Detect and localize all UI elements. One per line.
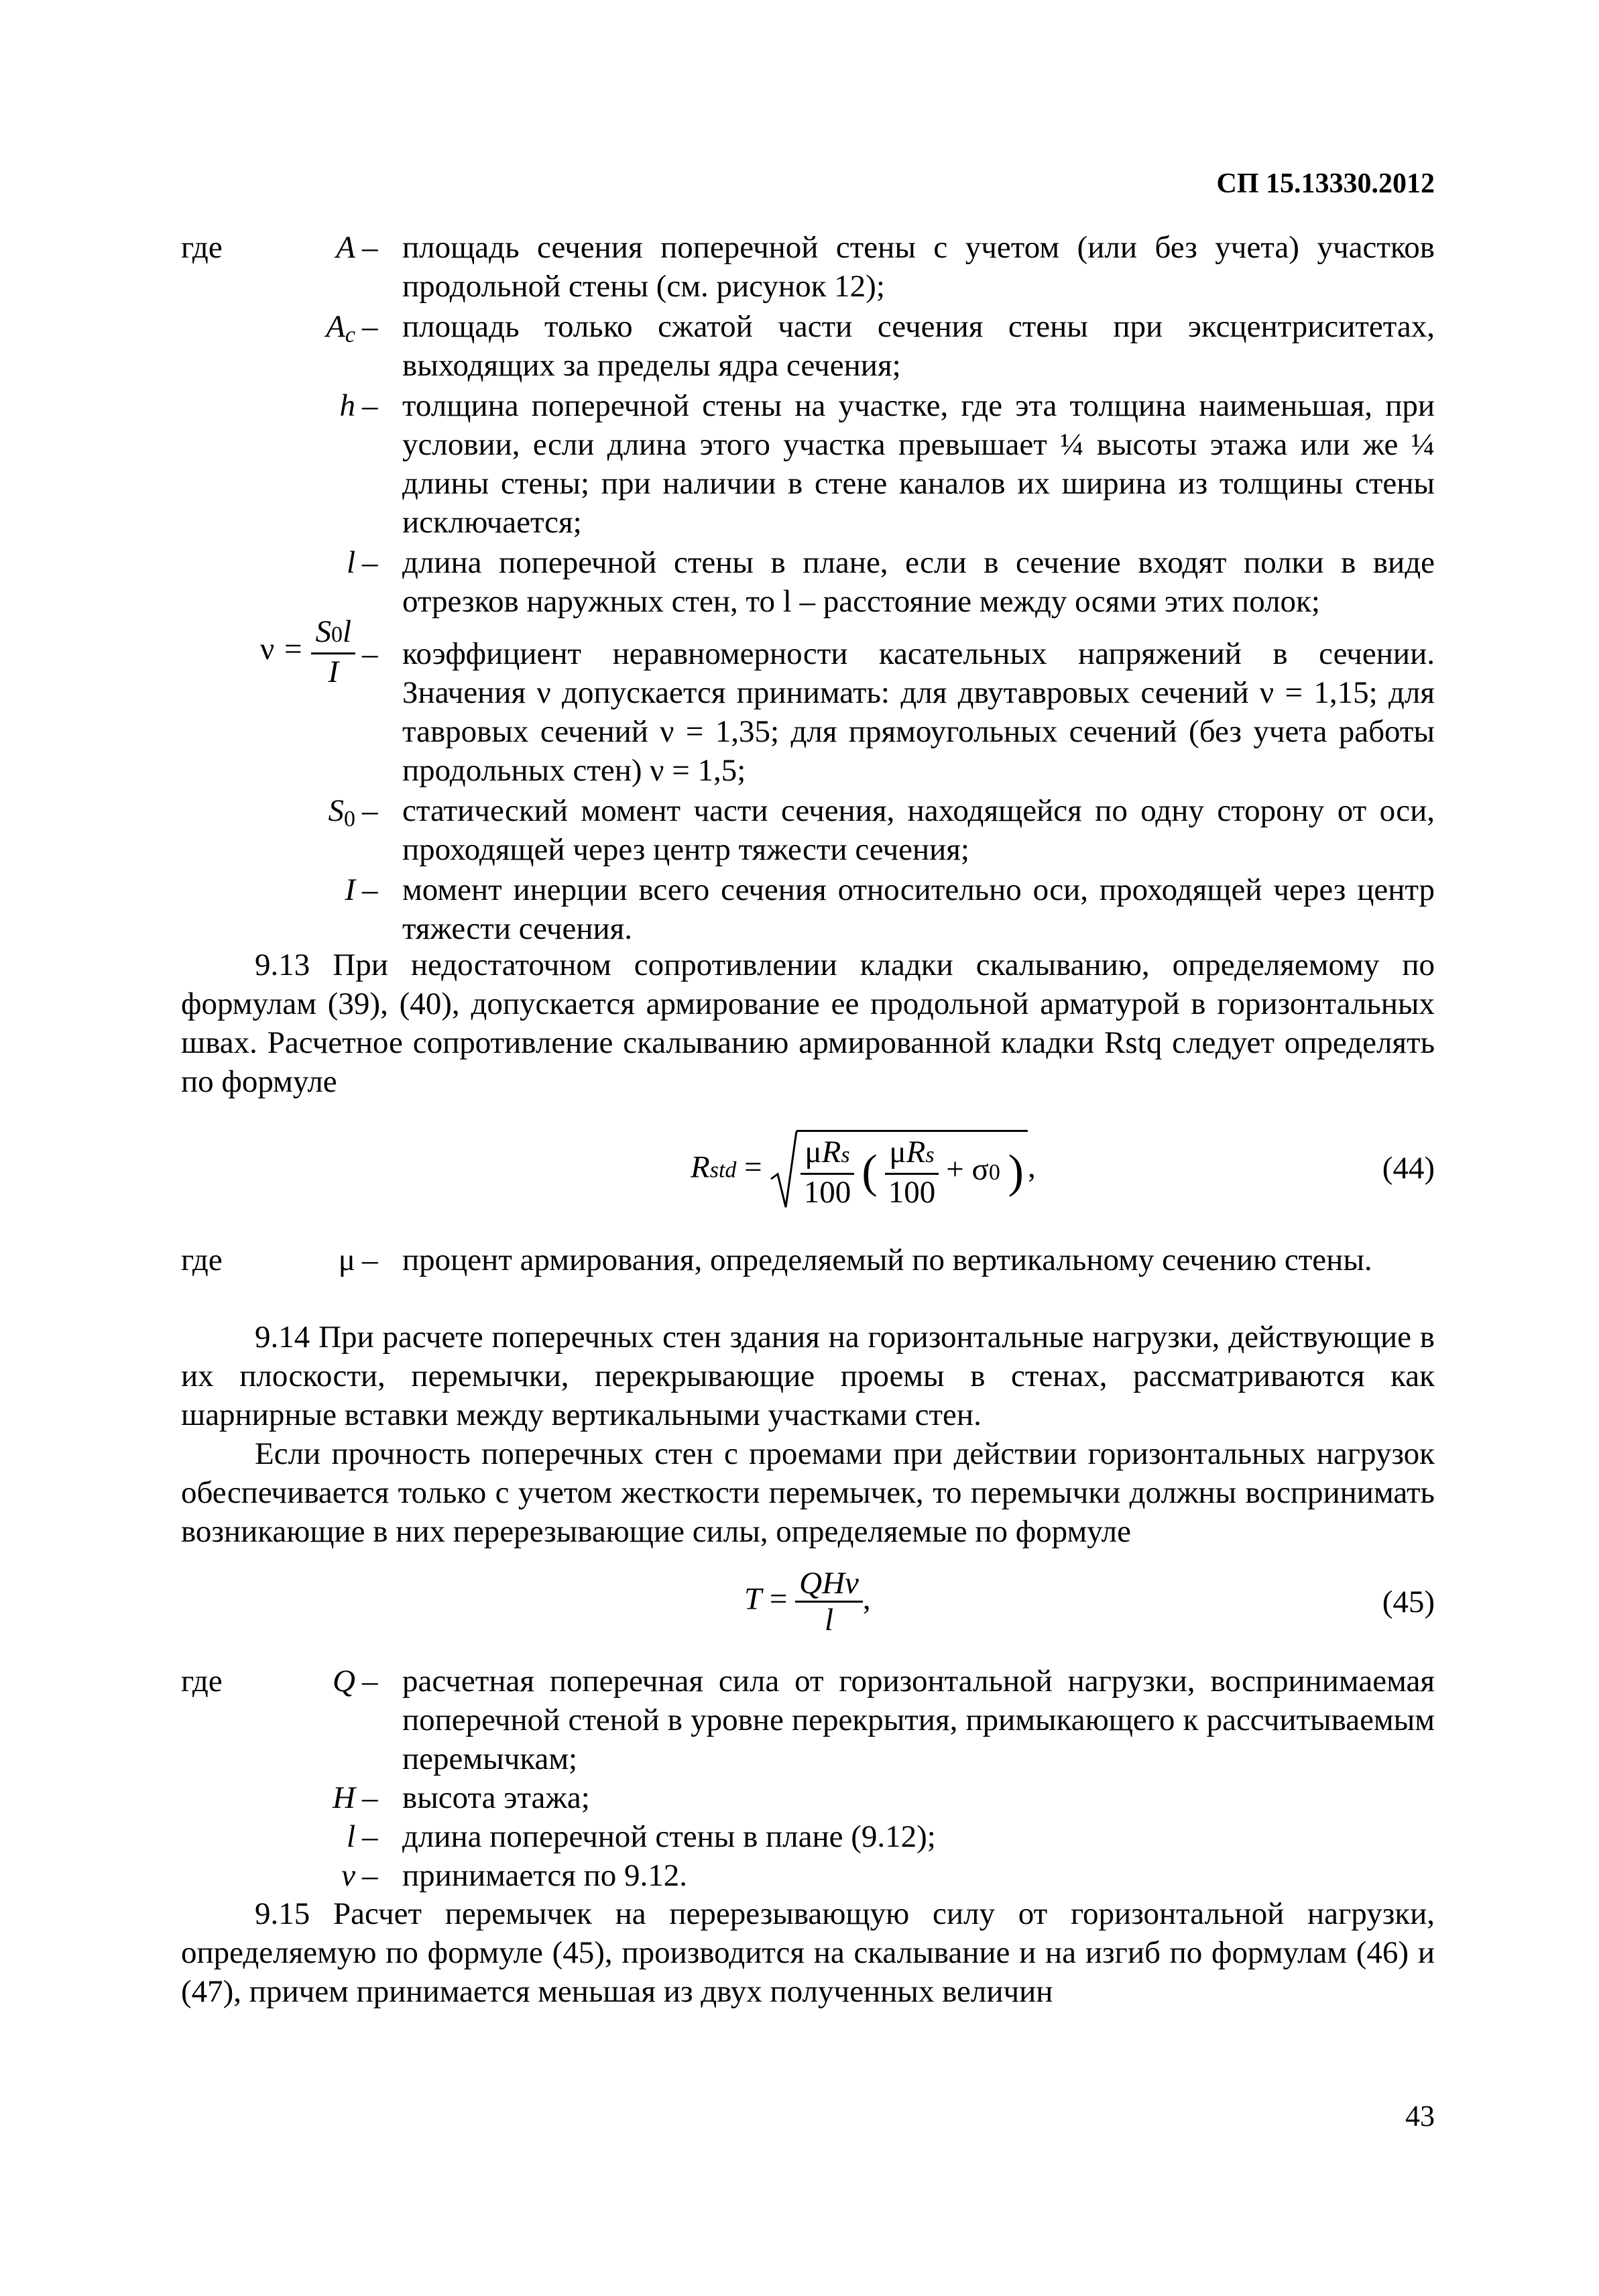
- definition-item: ν – принимается по 9.12.: [181, 1856, 1435, 1895]
- where-label: где: [181, 1243, 223, 1277]
- paragraph-9-15: 9.15 Расчет перемычек на перерезывающую силу от горизонтальной нагрузки, определяемую по формуле (45), производится на скалывание и на изгиб по формулам (46) и (47), причем принимается меньшая из двух полученных величин: [181, 1896, 1435, 2009]
- definition-text: толщина поперечной стены на участке, где эта толщина наименьшая, при условии, если длина этого участка превышает ¼ высоты этажа или же ¼ длины стены; при наличии в стене каналов их ширина из толщины стены исключается;: [402, 388, 1435, 540]
- symbol: A: [336, 230, 355, 265]
- definition-text: высота этажа;: [402, 1780, 590, 1815]
- symbol: Ac: [326, 309, 355, 347]
- definition-text: площадь только сжатой части сечения стены при эксцентриситетах, выходящих за пределы ядра сечения;: [402, 309, 1435, 383]
- definition-text: площадь сечения поперечной стены с учетом (или без учета) участков продольной стены (см. рисунок 12);: [402, 230, 1435, 304]
- definition-item: $S_0$ – статический момент части сечения, находящейся по одну сторону от оси, проходящей через центр тяжести сечения;: [181, 791, 1435, 869]
- definitions-list: [181, 1241, 1435, 1279]
- symbol: H: [333, 1780, 355, 1815]
- definition-item: l – длина поперечной стены в плане (9.12);: [181, 1817, 1435, 1856]
- symbol: Q: [333, 1664, 355, 1699]
- definition-item: I – момент инерции всего сечения относительно оси, проходящей через центр тяжести сечения.: [181, 870, 1435, 948]
- formula-45: T = $\frac{\text{QHν}}{l}$ ,: [744, 1566, 871, 1638]
- definition-item: ν = $\frac{S0l}{I}$ – коэффициент неравномерности касательных напряжений в сечении. Значения ν допускается принимать: для двутавровых сечений ν = 1,15; для тавровых сечений ν = 1,35; для прямоугольных сечений (без учета работы продольных стен) ν = 1,5;: [181, 634, 1435, 790]
- symbol: I: [345, 872, 355, 907]
- definition-item: где Q – расчетная поперечная сила от горизонтальной нагрузки, воспринимаемая поперечной стеной в уровне перекрытия, примыкающего к рассчитываемым перемычкам;: [181, 1662, 1435, 1778]
- equation-number: (44): [1382, 1151, 1435, 1186]
- definition-text: длина поперечной стены в плане, если в сечение входят полки в виде отрезков наружных стен, то l – расстояние между осями этих полок;: [402, 545, 1435, 619]
- formula-44: Rstd = $\frac{\text{μRs}}{100}$ ( $\frac{\text{μRs}}{100}$ + σ0 ) ,: [691, 1130, 1036, 1210]
- definition-text: процент армирования, определяемый по вертикальному сечению стены.: [402, 1243, 1372, 1277]
- symbol: $S_0$: [328, 793, 355, 831]
- where-label: где: [181, 1664, 223, 1699]
- definition-text: коэффициент неравномерности касательных напряжений в сечении. Значения ν допускается принимать: для двутавровых сечений ν = 1,15; для тавровых сечений ν = 1,35; для прямоугольных сечений (без учета работы продольных стен) ν = 1,5;: [402, 636, 1435, 788]
- definitions-list: [181, 1662, 1435, 1895]
- document-code: СП 15.13330.2012: [1216, 168, 1435, 199]
- page-number: 43: [1405, 2100, 1435, 2132]
- paragraph-9-14: 9.14 При расчете поперечных стен здания на горизонтальные нагрузки, действующие в их плоскости, перемычки, перекрывающие проемы в стенах, рассматриваются как шарнирные вставки между вертикальными участками стен. Если прочность поперечных стен с проемами при действии горизонтальных нагрузок обеспечивается только с учетом жесткости перемычек, то перемычки должны воспринимать возникающие в них перерезывающие силы, определяемые по формуле: [181, 1320, 1435, 1549]
- definition-item: Ac – площадь только сжатой части сечения стены при эксцентриситетах, выходящих за пределы ядра сечения;: [181, 307, 1435, 385]
- definition-text: длина поперечной стены в плане (9.12);: [402, 1819, 936, 1854]
- symbol: ν: [341, 1858, 355, 1893]
- symbol: μ: [338, 1243, 355, 1277]
- definition-item: где A – площадь сечения поперечной стены с учетом (или без учета) участков продольной стены (см. рисунок 12);: [181, 228, 1435, 306]
- definitions-list: [181, 228, 1435, 948]
- where-label: где: [181, 230, 223, 265]
- definition-text: статический момент части сечения, находящейся по одну сторону от оси, проходящей через центр тяжести сечения;: [402, 793, 1435, 867]
- definition-text: принимается по 9.12.: [402, 1858, 687, 1893]
- definition-text: момент инерции всего сечения относительно оси, проходящей через центр тяжести сечения.: [402, 872, 1435, 946]
- equation-number: (45): [1382, 1585, 1435, 1619]
- symbol: l: [346, 1819, 355, 1854]
- definition-item: h – толщина поперечной стены на участке, где эта толщина наименьшая, при условии, если длина этого участка превышает ¼ высоты этажа или же ¼ длины стены; при наличии в стене каналов их ширина из толщины стены исключается;: [181, 386, 1435, 542]
- symbol: l: [346, 545, 355, 580]
- symbol: h: [339, 388, 355, 423]
- definition-text: расчетная поперечная сила от горизонтальной нагрузки, воспринимаемая поперечной стеной в уровне перекрытия, примыкающего к рассчитываемым перемычкам;: [402, 1664, 1435, 1776]
- definition-item: где μ – процент армирования, определяемый по вертикальному сечению стены.: [181, 1241, 1435, 1279]
- nu-formula: ν = $\frac{S0l}{I}$: [260, 614, 355, 689]
- definition-item: l – длина поперечной стены в плане, если в сечение входят полки в виде отрезков наружных стен, то l – расстояние между осями этих полок;: [181, 543, 1435, 621]
- paragraph-9-13: 9.13 При недостаточном сопротивлении кладки скалыванию, определяемому по формулам (39), (40), допускается армирование ее продольной арматурой в горизонтальных швах. Расчетное сопротивление скалыванию армированной кладки Rstq следует определять по формуле: [181, 948, 1435, 1099]
- definition-item: H – высота этажа;: [181, 1778, 1435, 1817]
